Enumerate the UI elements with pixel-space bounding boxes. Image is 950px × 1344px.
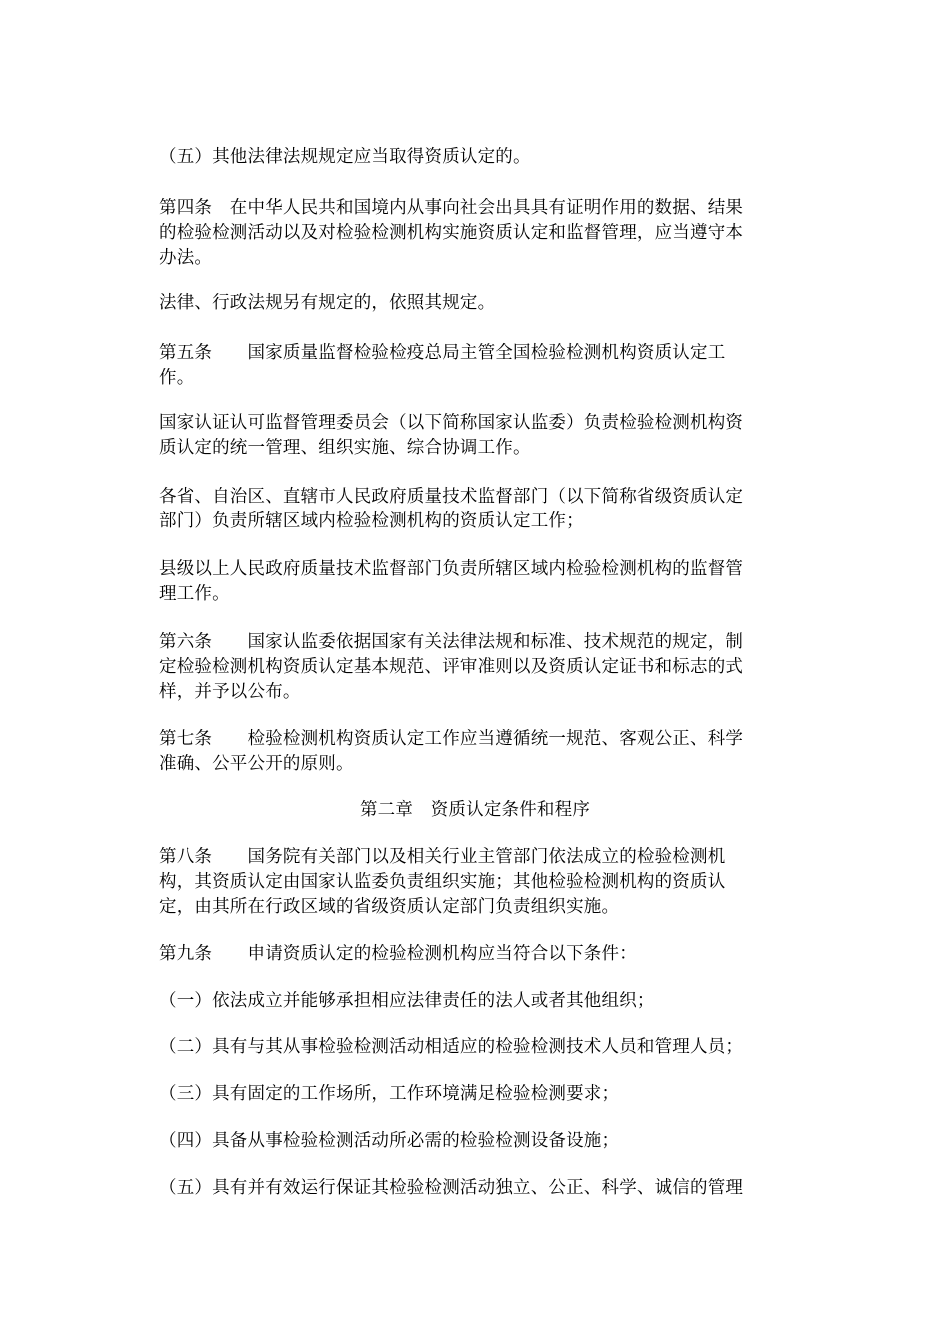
text-line: 县级以上人民政府质量技术监督部门负责所辖区域内检验检测机构的监督管 <box>159 559 744 579</box>
text-line: （五）其他法律法规规定应当取得资质认定的。 <box>159 147 531 167</box>
text-line: （二）具有与其从事检验检测活动相适应的检验检测技术人员和管理人员； <box>159 1037 744 1057</box>
text-line: 样，并予以公布。 <box>159 682 301 702</box>
text-line: 的检验检测活动以及对检验检测机构实施资质认定和监督管理，应当遵守本 <box>159 223 744 243</box>
text-line: 第六条 国家认监委依据国家有关法律法规和标准、技术规范的规定，制 <box>159 632 744 652</box>
text-line: 第四条 在中华人民共和国境内从事向社会出具具有证明作用的数据、结果 <box>159 198 744 218</box>
text-line: 定，由其所在行政区域的省级资质认定部门负责组织实施。 <box>159 897 620 917</box>
text-line: 各省、自治区、直辖市人民政府质量技术监督部门（以下简称省级资质认定 <box>159 487 744 507</box>
text-line: （一）依法成立并能够承担相应法律责任的法人或者其他组织； <box>159 991 655 1011</box>
text-line: 第八条 国务院有关部门以及相关行业主管部门依法成立的检验检测机 <box>159 847 726 867</box>
text-line: 部门）负责所辖区域内检验检测机构的资质认定工作； <box>159 511 584 531</box>
text-line: 第七条 检验检测机构资质认定工作应当遵循统一规范、客观公正、科学 <box>159 729 744 749</box>
text-line: 理工作。 <box>159 584 230 604</box>
text-line: 定检验检测机构资质认定基本规范、评审准则以及资质认定证书和标志的式 <box>159 657 744 677</box>
text-line: 法律、行政法规另有规定的，依照其规定。 <box>159 293 496 313</box>
text-line: （五）具有并有效运行保证其检验检测活动独立、公正、科学、诚信的管理 <box>159 1178 744 1198</box>
text-line: 办法。 <box>159 248 213 268</box>
text-line: 第九条 申请资质认定的检验检测机构应当符合以下条件： <box>159 944 637 964</box>
text-line: （三）具有固定的工作场所，工作环境满足检验检测要求； <box>159 1084 620 1104</box>
text-line: （四）具备从事检验检测活动所必需的检验检测设备设施； <box>159 1131 620 1151</box>
text-line: 准确、公平公开的原则。 <box>159 754 354 774</box>
text-line: 质认定的统一管理、组织实施、综合协调工作。 <box>159 438 531 458</box>
text-line: 构，其资质认定由国家认监委负责组织实施；其他检验检测机构的资质认 <box>159 872 726 892</box>
chapter-heading: 第二章 资质认定条件和程序 <box>359 800 591 820</box>
text-line: 国家认证认可监督管理委员会（以下简称国家认监委）负责检验检测机构资 <box>159 413 744 433</box>
text-line: 作。 <box>159 368 195 388</box>
text-line: 第五条 国家质量监督检验检疫总局主管全国检验检测机构资质认定工 <box>159 343 726 363</box>
